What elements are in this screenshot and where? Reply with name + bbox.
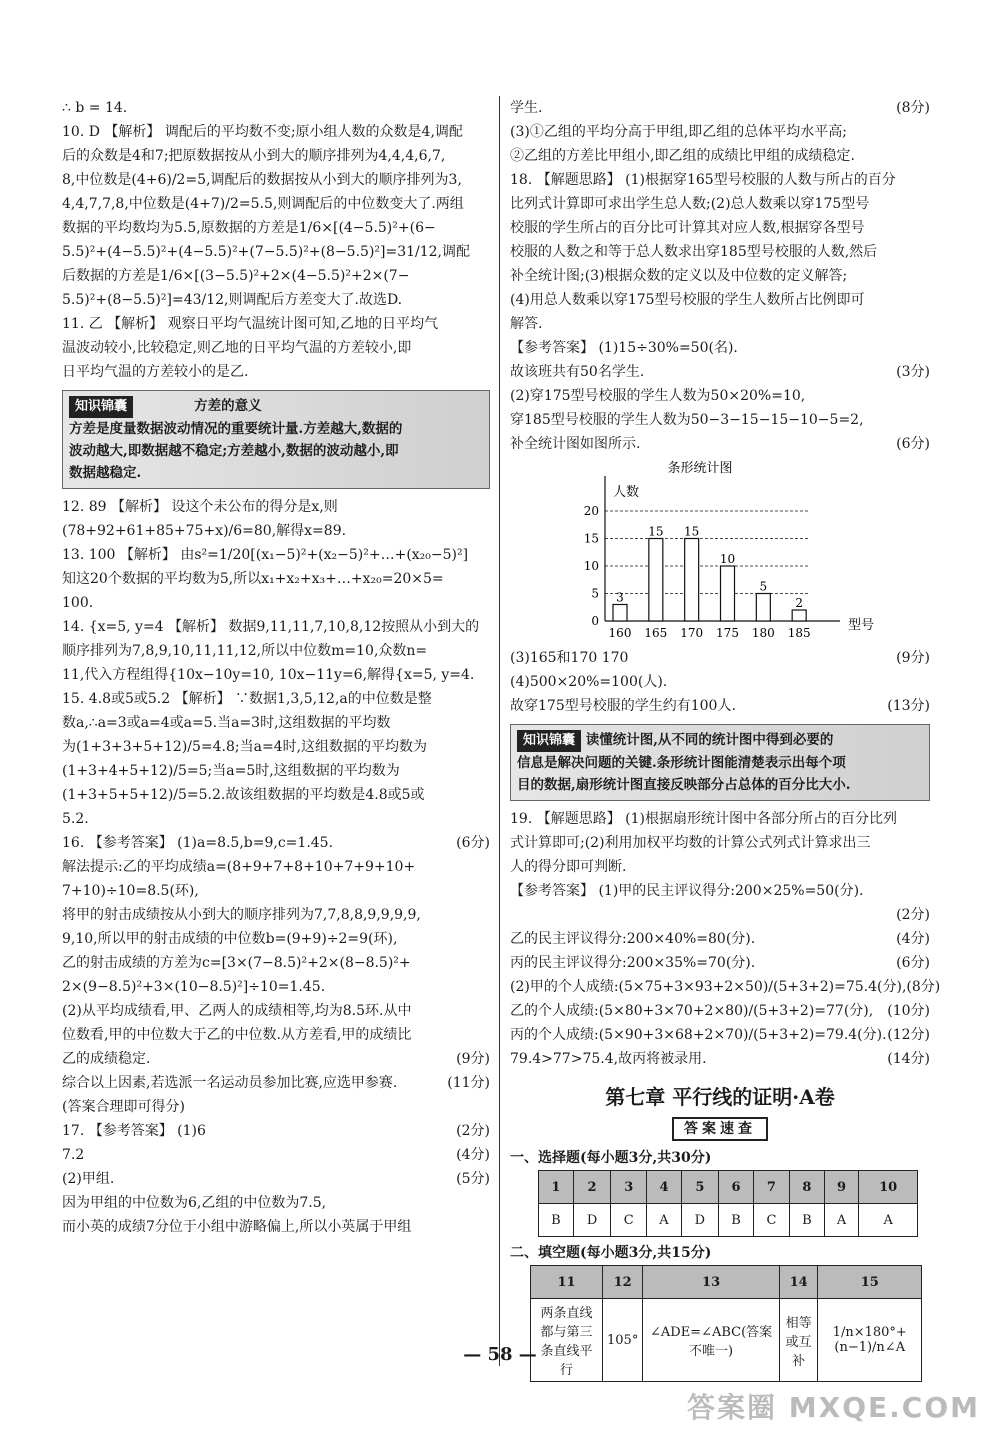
text-line <box>510 144 930 168</box>
line-text: (3)165和170 170 <box>510 650 629 666</box>
line-text: 16. 【参考答案】 (1)a=8.5,b=9,c=1.45. <box>62 835 334 851</box>
bar <box>756 594 770 622</box>
text-line <box>510 670 930 694</box>
x-tick-label: 185 <box>787 626 811 640</box>
text-line <box>62 1047 490 1071</box>
text-line <box>510 694 930 718</box>
x-tick-label: 165 <box>644 626 668 640</box>
mc-answer-cell: B <box>719 1204 754 1237</box>
mc-header-cell: 7 <box>753 1171 789 1204</box>
mc-answer-cell: B <box>539 1204 574 1237</box>
line-text: ②乙组的方差比甲组小,即乙组的成绩比甲组的成绩稳定. <box>510 148 855 164</box>
line-text: 18. 【解题思路】 (1)根据穿165型号校服的人数与所占的百分 <box>510 172 896 188</box>
text-line <box>62 1215 490 1239</box>
line-score: (10分) <box>887 1003 930 1019</box>
line-text: 19. 【解题思路】 (1)根据扇形统计图中各部分所占的百分比列 <box>510 811 897 827</box>
section-banner: 答案速查 <box>510 1118 930 1138</box>
text-line: 顺序排列为7,8,9,10,11,11,12,所以中位数m=10,众数n= <box>62 643 428 659</box>
text-line: 11. 乙 【解析】 观察日平均气温统计图可知,乙地的日平均气 <box>62 316 439 332</box>
line-text: 乙的民主评议得分:200×40%=80(分). <box>510 931 756 947</box>
text-line <box>62 999 490 1023</box>
line-text: 7.2 <box>62 1147 85 1163</box>
line-text: 位数看,甲的中位数大于乙的中位数.从方差看,甲的成绩比 <box>62 1027 412 1043</box>
bar-value-label: 10 <box>719 552 736 566</box>
text-line: 13. 100 【解析】 由s²=1/20[(x₁−5)²+(x₂−5)²+…+(x₂₀−5)²] <box>62 547 469 563</box>
text-line: 10. D 【解析】 调配后的平均数不变;原小组人数的众数是4,调配 <box>62 124 463 140</box>
y-tick-label: 10 <box>583 559 599 573</box>
x-tick-label: 160 <box>608 626 632 640</box>
watermark: 答案圈 MXQE.COM <box>687 1391 980 1424</box>
line-text: (3)①乙组的平均分高于甲组,即乙组的总体平均水平高; <box>510 124 847 140</box>
fill-header-cell: 11 <box>531 1266 603 1299</box>
text-line <box>510 951 930 975</box>
line-score: (3分) <box>896 364 930 380</box>
text-line <box>510 360 930 384</box>
mc-answer-cell: A <box>859 1204 918 1237</box>
text-line: 5.5)²+(4−5.5)²+(4−5.5)²+(7−5.5)²+(8−5.5)²]=31/12,调配 <box>62 244 471 260</box>
text-line: 日平均气温的方差较小的是乙. <box>62 364 249 380</box>
line-text: 17. 【参考答案】 (1)6 <box>62 1123 206 1139</box>
y-tick-label: 20 <box>583 504 599 518</box>
text-line <box>510 975 941 999</box>
text-line: ∴ b = 14. <box>62 100 128 116</box>
knowledge-title: 方差的意义 <box>194 398 262 414</box>
line-score: (13分) <box>887 698 930 714</box>
left-text-block-2 <box>62 495 490 831</box>
line-text: 丙的民主评议得分:200×35%=70(分). <box>510 955 756 971</box>
text-line <box>62 1071 490 1095</box>
bar-value-label: 15 <box>684 524 700 539</box>
mc-header-cell: 4 <box>647 1171 681 1204</box>
text-line <box>62 831 490 855</box>
fill-header-cell: 15 <box>818 1266 922 1299</box>
line-text: (4)500×20%=100(人). <box>510 674 668 690</box>
fill-header-cell: 14 <box>779 1266 818 1299</box>
line-score: (2分) <box>456 1123 490 1139</box>
text-line: 数a,∴a=3或a=4或a=5.当a=3时,这组数据的平均数 <box>62 715 391 731</box>
text-line <box>62 951 490 975</box>
text-line <box>510 408 930 432</box>
line-score: (12分) <box>887 1027 930 1043</box>
knowledge-line <box>517 774 923 796</box>
left-column <box>62 96 490 1239</box>
bar <box>613 605 627 622</box>
text-line: 11,代入方程组得{10x−10y=10, 10x−11y=6,解得{x=5, y=4. <box>62 667 475 683</box>
line-text: 综合以上因素,若选派一名运动员参加比赛,应选甲参赛. <box>62 1075 398 1091</box>
fill-title: 二、填空题(每小题3分,共15分) <box>510 1245 712 1261</box>
fill-answer-cell: 两条直线都与第三条直线平行 <box>531 1299 603 1382</box>
text-line: 数据的平均数均为5.5,原数据的方差是1/6×[(4−5.5)²+(6− <box>62 220 436 236</box>
text-line <box>62 1119 490 1143</box>
knowledge-tag: 知识锦囊 <box>517 730 581 752</box>
text-line: 14. {x=5, y=4 【解析】 数据9,11,11,7,10,8,12按照从小到大的 <box>62 619 480 635</box>
line-score: (9分) <box>896 650 930 666</box>
line-text: 乙的射击成绩的方差为c=[3×(7−8.5)²+2×(8−8.5)²+ <box>62 955 411 971</box>
knowledge-box-variance <box>62 390 490 489</box>
text-line <box>62 1167 490 1191</box>
text-line <box>62 903 490 927</box>
knowledge-text: 信息是解决问题的关键.条形统计图能清楚表示出每个项 <box>517 755 846 771</box>
text-line <box>62 1191 490 1215</box>
line-text: 【参考答案】 (1)甲的民主评议得分:200×25%=50(分). <box>510 883 864 899</box>
text-line <box>510 96 930 120</box>
bar <box>721 566 735 621</box>
bar-value-label: 2 <box>795 596 803 610</box>
line-text: 因为甲组的中位数为6,乙组的中位数为7.5, <box>62 1195 327 1211</box>
line-text: 补全统计图如图所示. <box>510 436 641 452</box>
text-line <box>510 384 930 408</box>
knowledge-line <box>69 440 483 462</box>
mc-header-cell: 8 <box>789 1171 824 1204</box>
line-score: (5分) <box>456 1171 490 1187</box>
line-text: 而小英的成绩7分位于小组中游略偏上,所以小英属于甲组 <box>62 1219 412 1235</box>
text-line: (1+3+4+5+12)/5=5;当a=5时,这组数据的平均数为 <box>62 763 400 779</box>
text-line <box>510 216 930 240</box>
line-text: 学生. <box>510 100 543 116</box>
bar <box>649 539 663 622</box>
bar-value-label: 3 <box>616 590 624 605</box>
mc-header-cell: 2 <box>573 1171 610 1204</box>
line-text: 穿185型号校服的学生人数为50−3−15−15−10−5=2, <box>510 412 864 428</box>
text-line: 知这20个数据的平均数为5,所以x₁+x₂+x₃+…+x₂₀=20×5= <box>62 571 444 587</box>
fill-answer-cell: 105° <box>603 1299 643 1382</box>
text-line <box>510 120 930 144</box>
text-line: 4,4,7,7,8,中位数是(4+7)/2=5.5,则调配后的中位数变大了.两组 <box>62 196 464 212</box>
knowledge-text: 目的数据,扇形统计图直接反映部分占总体的百分比大小. <box>517 777 851 793</box>
knowledge-line <box>69 462 483 484</box>
fill-answer-cell: 相等或互补 <box>779 1299 818 1382</box>
text-line: 后数据的方差是1/6×[(3−5.5)²+2×(4−5.5)²+2×(7− <box>62 268 410 284</box>
text-line <box>510 432 930 456</box>
bar <box>685 539 699 622</box>
text-line: 12. 89 【解析】 设这个未公布的得分是x,则 <box>62 499 338 515</box>
y-tick-label: 0 <box>591 614 599 628</box>
line-score: (6分) <box>896 955 930 971</box>
line-text: 补全统计图;(3)根据众数的定义以及中位数的定义解答; <box>510 268 848 284</box>
text-line <box>510 903 930 927</box>
line-text: 乙的成绩稳定. <box>62 1051 151 1067</box>
line-score: (9分) <box>456 1051 490 1067</box>
line-text: 比列式计算即可求出学生总人数;(2)总人数乘以穿175型号 <box>510 196 870 212</box>
y-axis-label: 人数 <box>613 485 640 500</box>
knowledge-text: 读懂统计图,从不同的统计图中得到必要的 <box>585 732 834 748</box>
knowledge-tag: 知识锦囊 <box>69 396 133 418</box>
x-tick-label: 180 <box>751 626 775 640</box>
line-score: (2分) <box>896 907 930 923</box>
text-line: 8,中位数是(4+6)/2=5,调配后的数据按从小到大的顺序排列为3, <box>62 172 462 188</box>
left-text-block <box>62 96 490 384</box>
text-line <box>62 1095 490 1119</box>
text-line <box>510 168 930 192</box>
text-line: (78+92+61+85+75+x)/6=80,解得x=89. <box>62 523 347 539</box>
text-line: 5.5)²+(8−5.5)²]=43/12,则调配后方差变大了.故选D. <box>62 292 403 308</box>
text-line: 5.2. <box>62 811 89 827</box>
line-text: (2)甲的个人成绩:(5×75+3×93+2×50)/(5+3+2)=75.4(分), <box>510 979 907 995</box>
line-text: (2)甲组. <box>62 1171 115 1187</box>
text-line <box>510 1047 930 1071</box>
mc-header-cell: 10 <box>859 1171 918 1204</box>
line-text: 将甲的射击成绩按从小到大的顺序排列为7,7,8,8,9,9,9,9, <box>62 907 421 923</box>
text-line: 为(1+3+3+5+12)/5=4.8;当a=4时,这组数据的平均数为 <box>62 739 428 755</box>
knowledge-text: 方差是度量数据波动情况的重要统计量.方差越大,数据的 <box>69 421 403 437</box>
text-line: 温波动较小,比较稳定,则乙地的日平均气温的方差较小,即 <box>62 340 412 356</box>
line-score: (6分) <box>896 436 930 452</box>
left-text-block-3 <box>62 831 490 1239</box>
bar <box>792 610 806 621</box>
text-line: (1+3+5+5+12)/5=5.2.故该组数据的平均数是4.8或5或 <box>62 787 425 803</box>
bar-chart <box>510 456 930 646</box>
line-text: 式计算即可;(2)利用加权平均数的计算公式列式计算求出三 <box>510 835 871 851</box>
mc-header-cell: 5 <box>681 1171 718 1204</box>
right-text-block-3 <box>510 807 941 1071</box>
right-column <box>510 96 941 1382</box>
chart-title: 条形统计图 <box>667 461 733 476</box>
line-text: 丙的个人成绩:(5×90+3×68+2×70)/(5+3+2)=79.4(分). <box>510 1027 887 1043</box>
line-score: (14分) <box>887 1051 930 1067</box>
text-line <box>62 879 490 903</box>
text-line <box>510 288 930 312</box>
mc-header-cell: 1 <box>539 1171 574 1204</box>
line-text: 79.4>77>75.4,故丙将被录用. <box>510 1051 707 1067</box>
knowledge-text: 波动越大,即数据越不稳定;方差越小,数据的波动越小,即 <box>69 443 399 459</box>
mc-answer-cell: B <box>789 1204 824 1237</box>
chapter-title: 第七章 平行线的证明·A卷 <box>605 1085 835 1109</box>
line-score: (11分) <box>447 1075 490 1091</box>
knowledge-line <box>69 418 483 440</box>
line-score: (4分) <box>456 1147 490 1163</box>
text-line <box>510 879 930 903</box>
text-line <box>510 192 930 216</box>
text-line <box>510 1023 930 1047</box>
fill-header-cell: 13 <box>643 1266 779 1299</box>
bar-chart-svg <box>510 456 930 646</box>
mc-header-cell: 3 <box>611 1171 647 1204</box>
line-text: (答案合理即可得分) <box>62 1099 185 1115</box>
line-text: 【参考答案】 (1)15÷30%=50(名). <box>510 340 738 356</box>
line-text: 解法提示:乙的平均成绩a=(8+9+7+8+10+7+9+10+ <box>62 859 416 875</box>
mc-title: 一、选择题(每小题3分,共30分) <box>510 1150 712 1166</box>
y-tick-label: 15 <box>583 531 599 546</box>
knowledge-text: 数据越稳定. <box>69 465 142 481</box>
x-tick-label: 170 <box>680 626 704 640</box>
text-line <box>510 336 930 360</box>
line-score: (4分) <box>896 931 930 947</box>
mc-answer-cell: D <box>573 1204 610 1237</box>
text-line <box>510 927 930 951</box>
line-text: 2×(9−8.5)²+3×(10−8.5)²]÷10=1.45. <box>62 979 326 995</box>
text-line <box>510 999 930 1023</box>
mc-answer-cell: C <box>753 1204 789 1237</box>
line-text: 7+10)÷10=8.5(环), <box>62 883 199 899</box>
bar-value-label: 15 <box>648 524 664 539</box>
mc-answer-cell: A <box>824 1204 858 1237</box>
mc-answer-cell: A <box>647 1204 681 1237</box>
right-text-block-2 <box>510 646 930 718</box>
text-line <box>62 1023 490 1047</box>
text-line <box>62 855 490 879</box>
right-text-block <box>510 96 930 456</box>
text-line <box>510 646 930 670</box>
knowledge-line <box>517 752 923 774</box>
line-text: 故该班共有50名学生. <box>510 364 645 380</box>
text-line: 后的众数是4和7;把原数据按从小到大的顺序排列为4,4,4,6,7, <box>62 148 446 164</box>
mc-header-cell: 6 <box>719 1171 754 1204</box>
text-line <box>62 927 490 951</box>
text-line <box>510 264 930 288</box>
fill-answer-cell: ∠ADE=∠ABC(答案不唯一) <box>643 1299 779 1382</box>
line-text: 人的得分即可判断. <box>510 859 627 875</box>
x-axis-label: 型号 <box>848 618 875 633</box>
text-line <box>510 831 930 855</box>
text-line <box>62 1143 490 1167</box>
column-divider <box>499 96 500 1366</box>
line-score: (6分) <box>456 835 490 851</box>
fill-answer-cell: 1/n×180°+(n−1)/n∠A <box>818 1299 922 1382</box>
line-text: 9,10,所以甲的射击成绩的中位数b=(9+9)÷2=9(环), <box>62 931 398 947</box>
bar-value-label: 5 <box>759 579 768 594</box>
text-line <box>510 855 930 879</box>
line-text: (4)用总人数乘以穿175型号校服的学生人数所占比例即可 <box>510 292 865 308</box>
line-text: 故穿175型号校服的学生约有100人. <box>510 698 736 714</box>
text-line <box>510 312 930 336</box>
text-line <box>510 807 930 831</box>
line-score: (8分) <box>906 979 941 995</box>
text-line: 15. 4.8或5或5.2 【解析】 ∵数据1,3,5,12,a的中位数是整 <box>62 691 432 707</box>
line-text: (2)从平均成绩看,甲、乙两人的成绩相等,均为8.5环.从中 <box>62 1003 412 1019</box>
mc-answer-cell: C <box>611 1204 647 1237</box>
mc-header-cell: 9 <box>824 1171 858 1204</box>
line-score: (8分) <box>896 100 930 116</box>
line-text: 校服的人数之和等于总人数求出穿185型号校服的人数,然后 <box>510 244 878 260</box>
mc-answer-table <box>538 1170 918 1237</box>
line-text: 乙的个人成绩:(5×80+3×70+2×80)/(5+3+2)=77(分), <box>510 1003 874 1019</box>
line-text: 校服的学生所占的百分比可计算其对应人数,根据穿各型号 <box>510 220 865 236</box>
text-line: 100. <box>62 595 94 611</box>
line-text: 解答. <box>510 316 543 332</box>
x-tick-label: 175 <box>716 626 739 640</box>
line-text: (2)穿175型号校服的学生人数为50×20%=10, <box>510 388 806 404</box>
knowledge-line <box>517 729 923 752</box>
fill-header-cell: 12 <box>603 1266 643 1299</box>
knowledge-box-charts <box>510 724 930 801</box>
text-line <box>510 240 930 264</box>
text-line <box>62 975 490 999</box>
mc-answer-cell: D <box>681 1204 718 1237</box>
page-number: — 58 — <box>463 1344 537 1365</box>
y-tick-label: 5 <box>591 586 599 601</box>
